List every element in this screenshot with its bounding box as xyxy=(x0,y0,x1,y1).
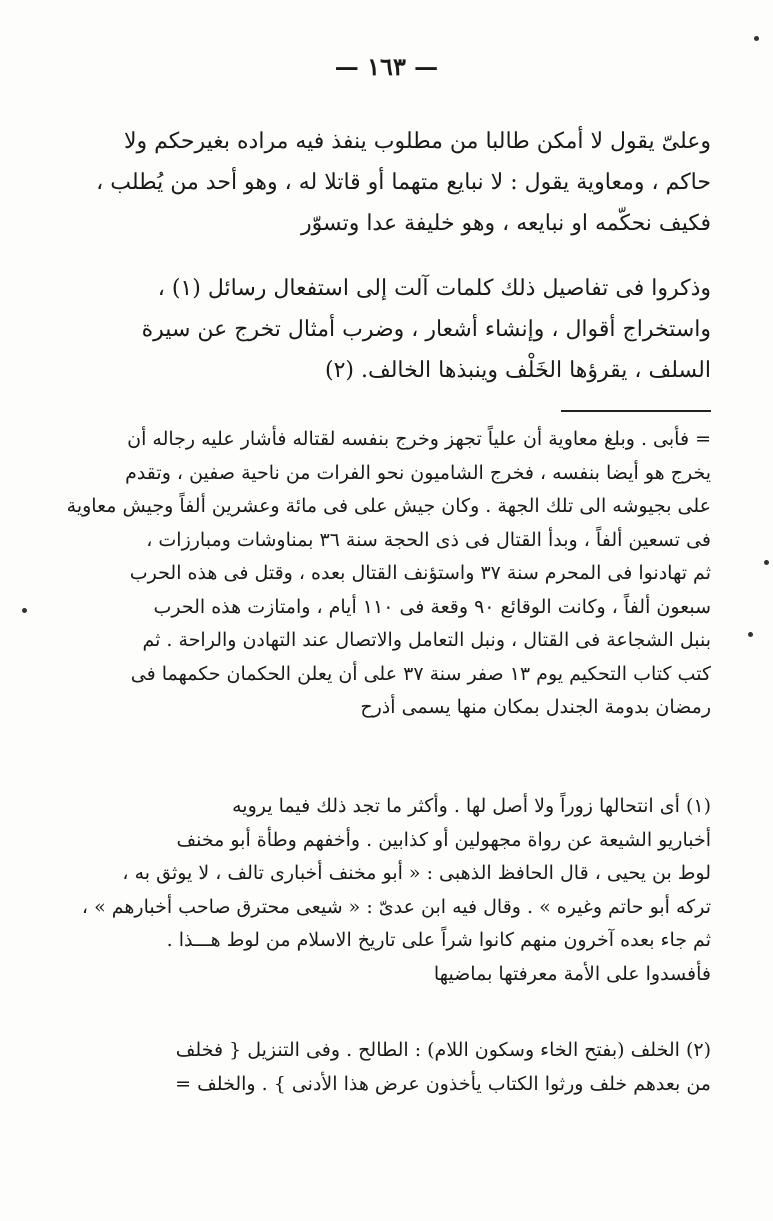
body-line: وذكروا فى تفاصيل ذلك كلمات آلت إلى استفعال رسائل (١) ، xyxy=(157,276,711,301)
body-line: حاكم ، ومعاوية يقول : لا نبايع متهما أو قاتلا له ، وهو أحد من يُطلب ، xyxy=(96,170,711,195)
footnote-line: فى تسعين ألفاً ، وبدأ القتال فى ذى الحجة سنة ٣٦ بمناوشات ومبارزات ، xyxy=(146,528,711,551)
footnote-line: أخباريو الشيعة عن رواة مجهولين أو كذابين . وأخفهم وطأة أبو مخنف xyxy=(176,828,711,851)
scan-speck xyxy=(748,632,753,637)
scan-speck xyxy=(754,36,759,41)
footnote-line: كتب كتاب التحكيم يوم ١٣ صفر سنة ٣٧ على أن يعلن الحكمان حكمهما فى xyxy=(130,662,711,685)
footnote-2 xyxy=(61,1034,711,1101)
footnote-line: (٢) الخلف (بفتح الخاء وسكون اللام) : الطالح . وفى التنزيل { فخلف xyxy=(175,1039,711,1061)
body-line: واستخراج أقوال ، وإنشاء أشعار ، وضرب أمثال تخرج عن سيرة xyxy=(141,317,711,342)
body-paragraph-1 xyxy=(61,121,711,244)
footnote-line: رمضان بدومة الجندل بمكان منها يسمى أذرح xyxy=(360,696,711,718)
body-line: وعلىّ يقول لا أمكن طالبا من مطلوب ينفذ فيه مراده بغيرحكم ولا xyxy=(123,129,711,154)
footnote-1 xyxy=(61,790,711,991)
page-number: — ١٦٣ — xyxy=(334,52,439,81)
footnote-line: من بعدهم خلف ورثوا الكتاب يأخذون عرض هذا الأدنى } . والخلف = xyxy=(175,1072,711,1095)
footnote-line: تركه أبو حاتم وغيره » . وقال فيه ابن عدىّ : « شيعى محترق صاحب أخبارهم » ، xyxy=(81,895,711,918)
footnote-line: يخرج هو أيضا بنفسه ، فخرج الشاميون نحو الفرات من ناحية صفين ، وتقدم xyxy=(125,461,711,484)
footnote-line: ثم جاء بعده آخرون منهم كانوا شراً على تاريخ الاسلام من لوط هـــذا . xyxy=(166,929,711,951)
body-line: السلف ، يقرؤها الخَلْف وينبذها الخالف. (٢) xyxy=(324,358,711,383)
footnote-separator xyxy=(561,410,711,412)
footnote-line: على بجيوشه الى تلك الجهة . وكان جيش على فى مائة وعشرين ألفاً وجيش معاوية xyxy=(66,495,711,517)
body-paragraph-2 xyxy=(61,268,711,391)
footnote-line: (١) أى انتحالها زوراً ولا أصل لها . وأكثر ما تجد ذلك فيما يرويه xyxy=(232,795,711,817)
scan-speck xyxy=(764,560,769,565)
footnote-line: بنبل الشجاعة فى القتال ، ونبل التعامل والاتصال عند التهادن والراحة . ثم xyxy=(142,629,711,651)
footnote-line: لوط بن يحيى ، قال الحافظ الذهبى : « أبو مخنف أخبارى تالف ، لا يوثق به ، xyxy=(122,862,711,884)
footnote-line: فأفسدوا على الأمة معرفتها بماضيها xyxy=(433,962,711,985)
footnote-line: سبعون ألفاً ، وكانت الوقائع ٩٠ وقعة فى ١١٠ أيام ، وامتازت هذه الحرب xyxy=(153,595,711,618)
body-line: فكيف نحكّمه او نبايعه ، وهو خليفة عدا وتسوّر xyxy=(300,211,711,236)
footnote-continuation xyxy=(61,423,711,725)
scan-speck xyxy=(22,608,27,613)
footnote-line: = فأبى . وبلغ معاوية أن علياً تجهز وخرج بنفسه لقتاله فأشار عليه رجاله أن xyxy=(127,428,711,450)
footnote-line: ثم تهادنوا فى المحرم سنة ٣٧ واستؤنف القتال بعده ، وقتل فى هذه الحرب xyxy=(129,562,711,584)
